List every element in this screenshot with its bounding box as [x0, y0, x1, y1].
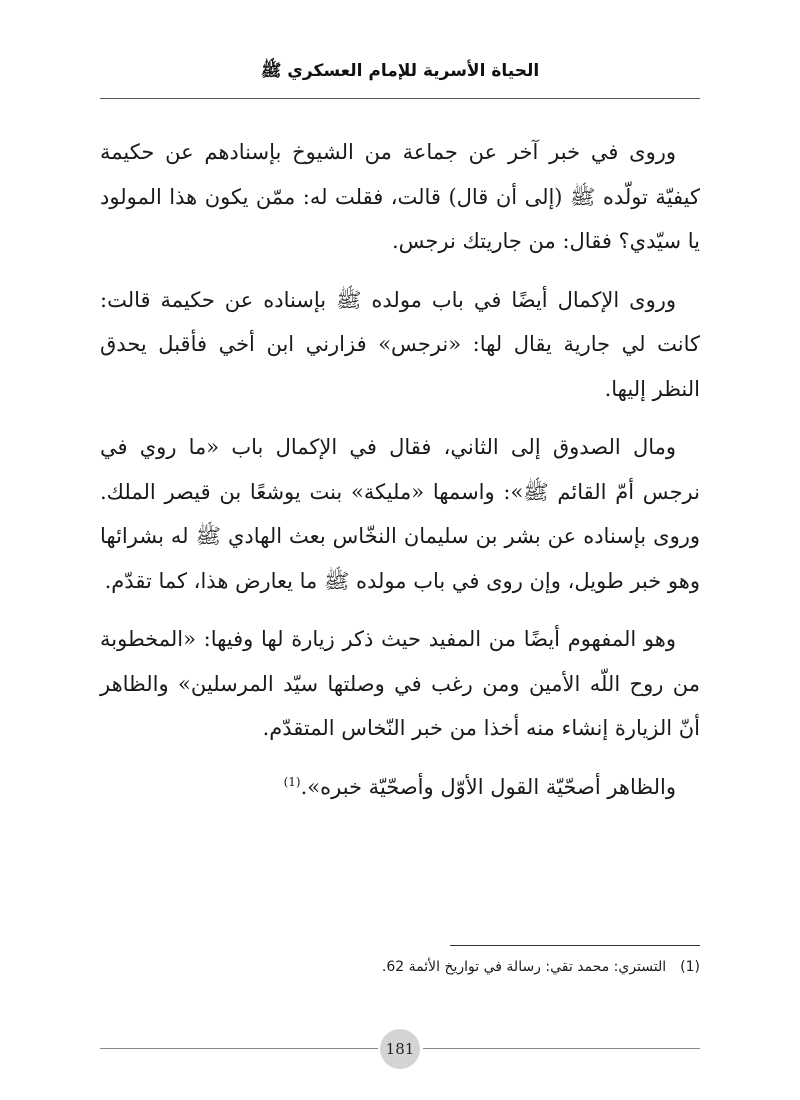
footnote-reference[interactable]: (1)	[283, 774, 301, 789]
footnote-number: (1)	[680, 959, 700, 975]
footnote-text: التستري: محمد تقي: رسالة في تواريخ الأئمة 62.	[381, 959, 667, 975]
paragraph: وهو المفهوم أيضًا من المفيد حيث ذكر زيارة لها وفيها: «المخطوبة من روح اللّه الأمين ومن رغب في وصلتها سيّد المرسلين» والظاهر أنّ الزيارة إنشاء منه أخذا من خبر النّخاس المتقدّم.	[100, 627, 700, 740]
footnote	[100, 955, 700, 979]
page-number-badge	[380, 1029, 420, 1069]
footnote-divider	[450, 945, 700, 946]
paragraph: وروى الإكمال أيضًا في باب مولده ﷺ بإسناده عن حكيمة قالت: كانت لي جارية يقال لها: «نرجس» فزارني ابن أخي فأقبل يحدق النظر إليها.	[100, 287, 700, 401]
footer-rule-right	[423, 1048, 700, 1049]
main-text	[100, 130, 700, 809]
paragraph: ومال الصدوق إلى الثاني، فقال في الإكمال باب «ما روي في نرجس أمّ القائم ﷺ»: واسمها «مليكة» بنت يوشعًا بن قيصر الملك. وروى بإسناده عن بشر بن سليمان النخّاس بعث الهادي ﷺ له بشرائها وهو خبر طويل، وإن روى في باب مولده ﷺ ما يعارض هذا، كما تقدّم.	[100, 435, 700, 593]
closing-paragraph	[100, 765, 700, 810]
closing-text: والظاهر أصحّيّة القول الأوّل وأصحّيّة خبره».	[300, 774, 676, 799]
paragraph: وروى في خبر آخر عن جماعة من الشيوخ بإسنادهم عن حكيمة كيفيّة تولّده ﷺ (إلى أن قال) قالت، فقلت له: ممّن يكون هذا المولود يا سيّدي؟ فقال: من جاريتك نرجس.	[100, 140, 700, 253]
page-number: 181	[385, 1040, 415, 1058]
header-divider	[100, 98, 700, 99]
running-header	[100, 56, 700, 86]
header-title: الحياة الأسرية للإمام العسكري ﷺ	[260, 61, 540, 81]
footer-rule-left	[100, 1048, 378, 1049]
